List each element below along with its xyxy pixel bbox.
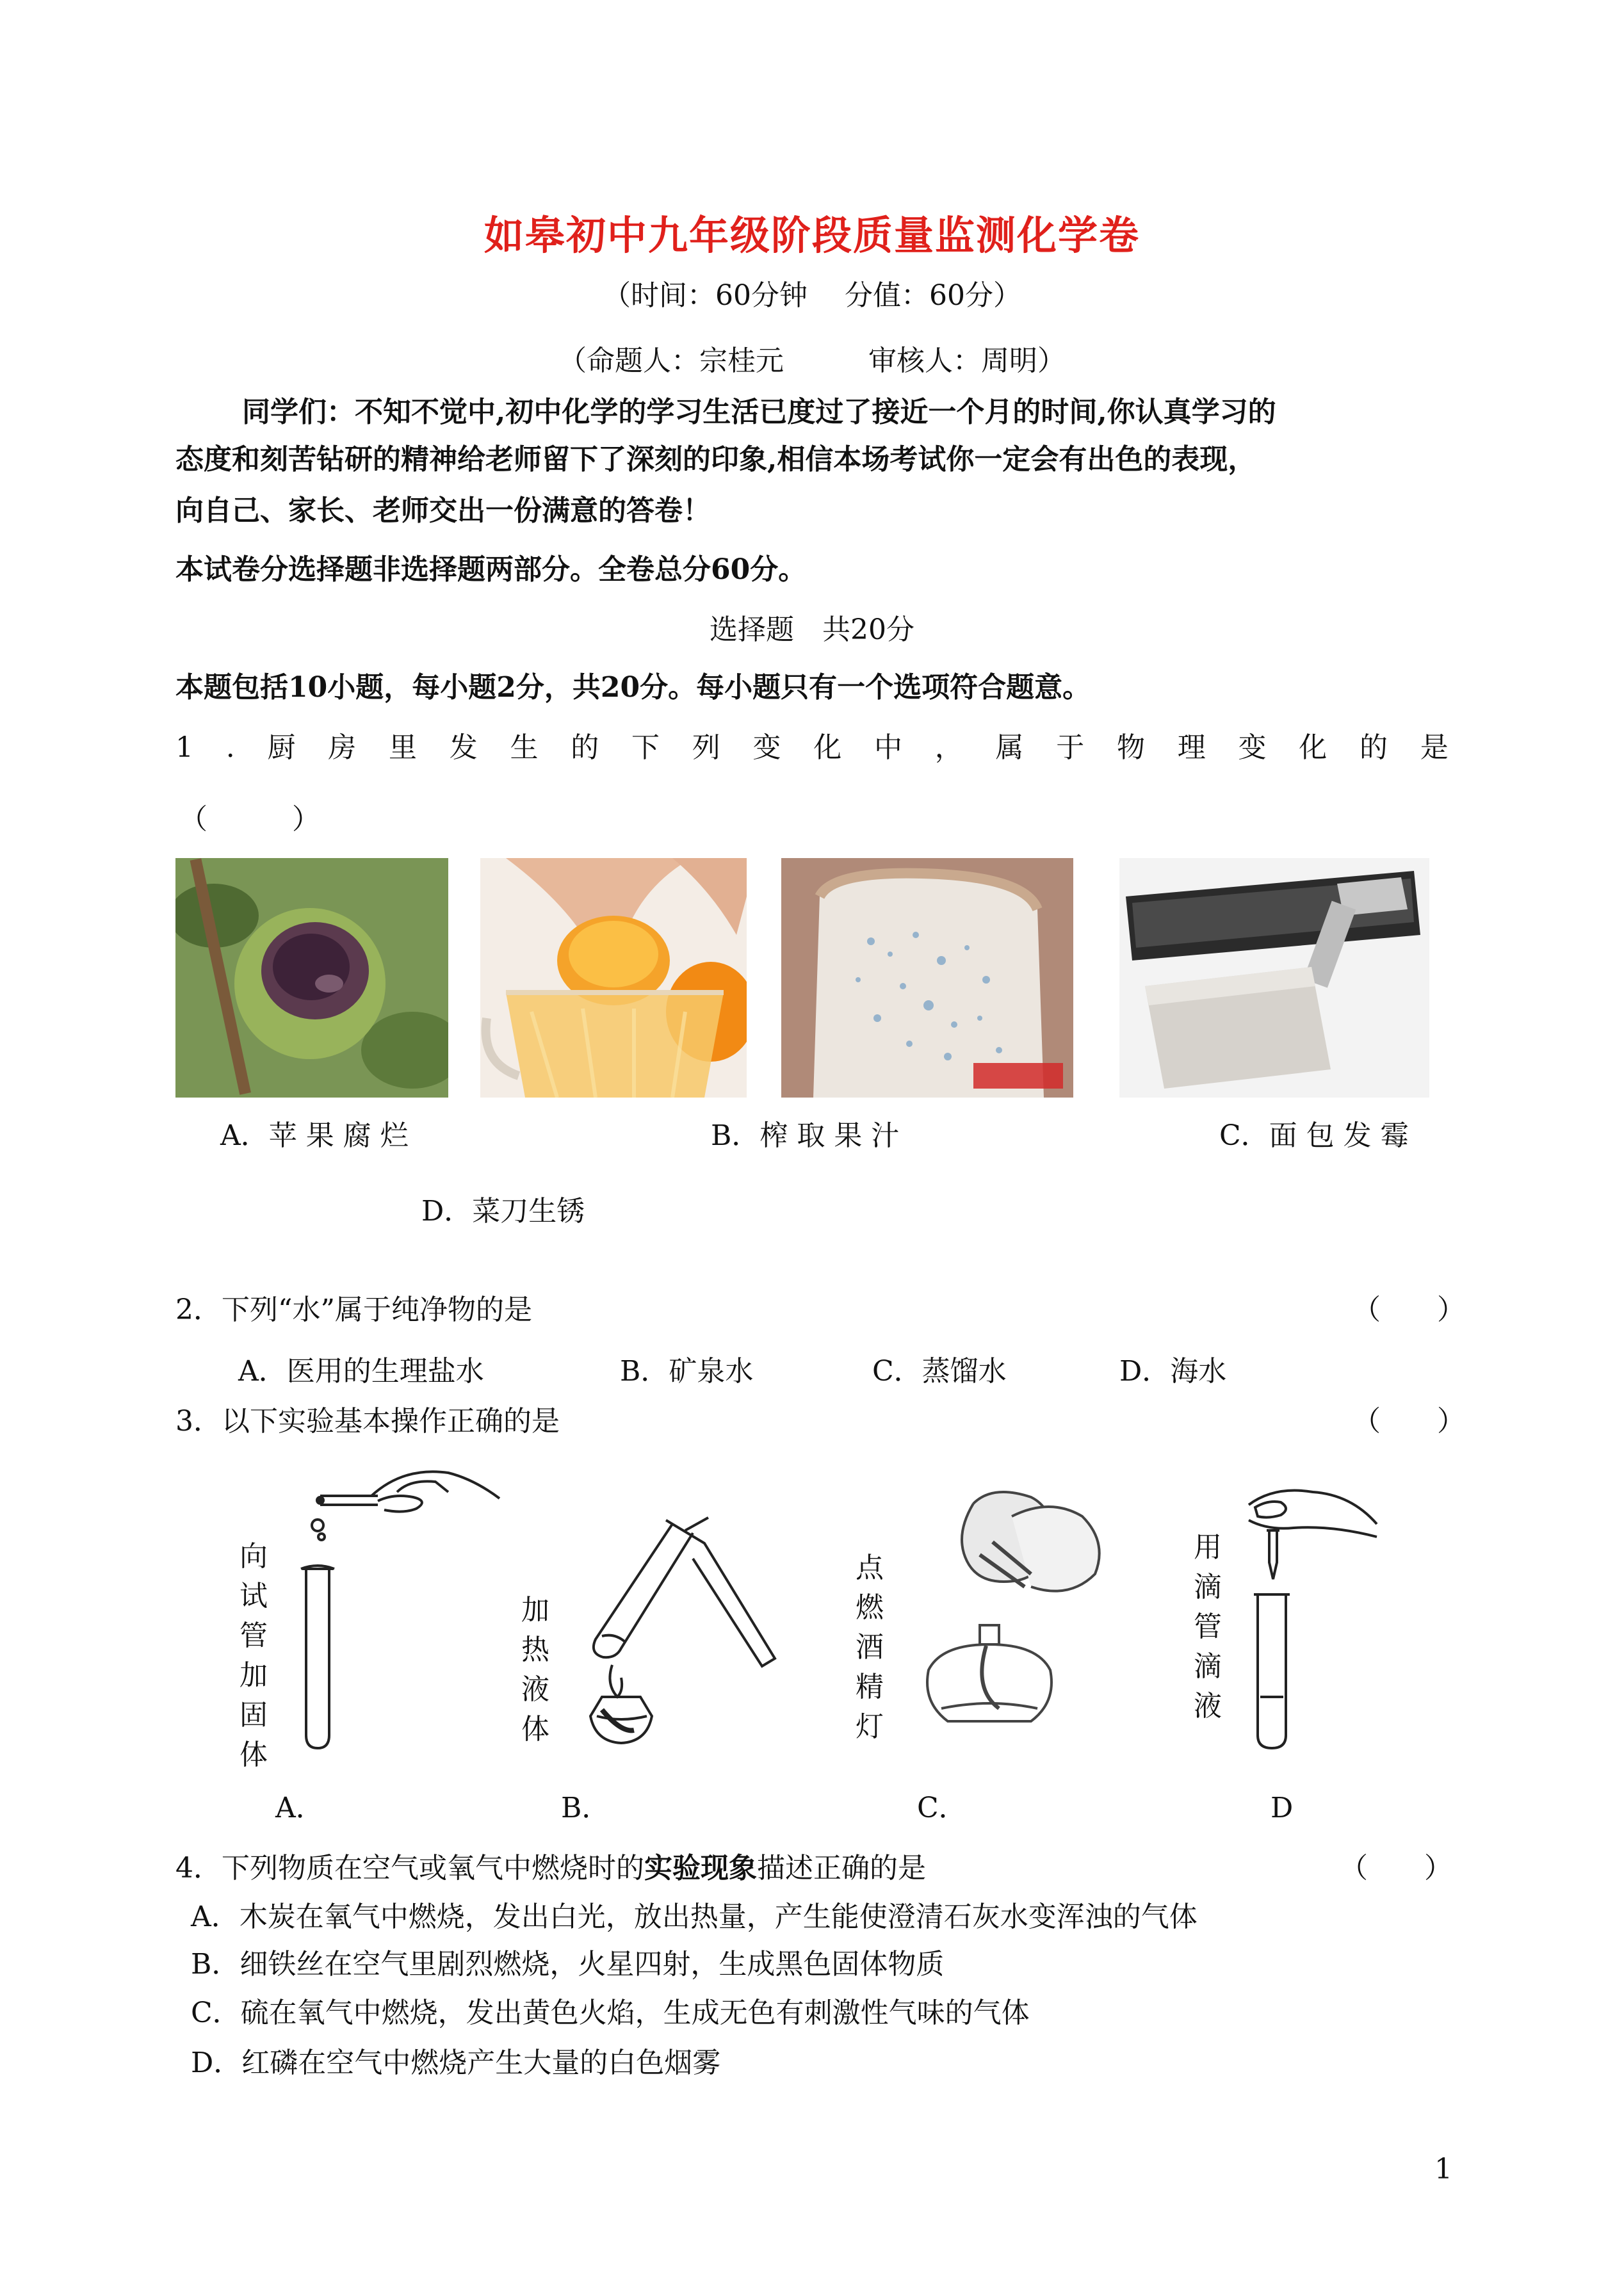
intro-line-3: 向自己、家长、老师交出一份满意的答卷！ — [175, 494, 711, 527]
q4-option-c[interactable]: C．硫在氧气中燃烧，发出黄色火焰，生成无色有刺激性气味的气体 — [191, 1997, 1030, 2029]
page-title: 如皋初中九年级阶段质量监测化学卷 — [483, 212, 1140, 259]
q3-label-a[interactable]: A． — [275, 1792, 324, 1824]
q4-answer-bracket: （ ） — [1340, 1852, 1452, 1885]
q3-caption-d: 用滴管滴液 — [1194, 1531, 1222, 1723]
q3-caption-b: 加热液体 — [521, 1594, 549, 1746]
q1-option-a[interactable]: A．苹 果 腐 烂 — [220, 1119, 409, 1152]
q2-option-c[interactable]: C．蒸馏水 — [872, 1355, 1007, 1388]
q3-caption-c: 点燃酒精灯 — [856, 1552, 884, 1743]
author-info: （命题人：宗桂元 审核人：周明） — [558, 345, 1066, 377]
heat-liquid-figure — [557, 1505, 788, 1755]
dropper-figure — [1230, 1466, 1402, 1761]
q4-option-d[interactable]: D．红磷在空气中燃烧产生大量的白色烟雾 — [191, 2047, 721, 2079]
section-heading: 选择题 共20分 — [710, 613, 914, 646]
rotting-apple-photo — [175, 858, 448, 1098]
q4-stem: 4．下列物质在空气或氧气中燃烧时的实验现象描述正确的是 — [175, 1852, 926, 1885]
q3-label-d[interactable]: D — [1271, 1792, 1294, 1824]
q2-option-b[interactable]: B．矿泉水 — [620, 1355, 754, 1388]
q3-label-c[interactable]: C． — [917, 1792, 967, 1824]
intro-line-1: 同学们：不知不觉中,初中化学的学习生活已度过了接近一个月的时间,你认真学习的 — [242, 396, 1276, 428]
q2-option-a[interactable]: A．医用的生理盐水 — [238, 1355, 484, 1388]
intro-line-2: 态度和刻苦钻研的精神给老师留下了深刻的印象,相信本场考试你一定会有出色的表现， — [175, 443, 1256, 476]
exam-structure-note: 本试卷分选择题非选择题两部分。全卷总分60分。 — [175, 553, 807, 586]
add-solid-to-test-tube-figure — [282, 1454, 512, 1755]
moldy-bread-photo — [781, 858, 1073, 1098]
q1-answer-bracket: （ ） — [179, 803, 320, 836]
q2-answer-bracket: （ ） — [1352, 1293, 1465, 1326]
q4-option-a[interactable]: A．木炭在氧气中燃烧，发出白光，放出热量，产生能使澄清石灰水变浑浊的气体 — [191, 1901, 1198, 1933]
q3-label-b[interactable]: B． — [561, 1792, 610, 1824]
q1-option-c[interactable]: C．面 包 发 霉 — [1219, 1119, 1409, 1152]
time-score-info: （时间：60分钟 分值：60分） — [603, 279, 1021, 312]
q3-answer-bracket: （ ） — [1352, 1405, 1465, 1438]
q3-stem: 3．以下实验基本操作正确的是 — [175, 1405, 560, 1438]
q1-option-d[interactable]: D．菜刀生锈 — [421, 1195, 585, 1228]
q3-caption-a: 向试管加固体 — [240, 1540, 268, 1771]
light-alcohol-lamp-figure — [903, 1478, 1114, 1747]
page-number: 1 — [1434, 2153, 1452, 2186]
q2-option-d[interactable]: D．海水 — [1119, 1355, 1227, 1388]
section-instructions: 本题包括10小题，每小题2分，共20分。每小题只有一个选项符合题意。 — [175, 671, 1091, 704]
q1-option-b[interactable]: B．榨 取 果 汁 — [711, 1119, 900, 1152]
q1-stem: 1 . 厨 房 里 发 生 的 下 列 变 化 中 ， 属 于 物 理 变 化 的 是 — [175, 731, 1449, 764]
juicing-orange-photo — [480, 858, 747, 1098]
kitchen-knife-photo — [1119, 858, 1429, 1098]
q4-option-b[interactable]: B．细铁丝在空气里剧烈燃烧，火星四射，生成黑色固体物质 — [191, 1948, 945, 1981]
q2-stem: 2．下列“水”属于纯净物的是 — [175, 1293, 532, 1326]
